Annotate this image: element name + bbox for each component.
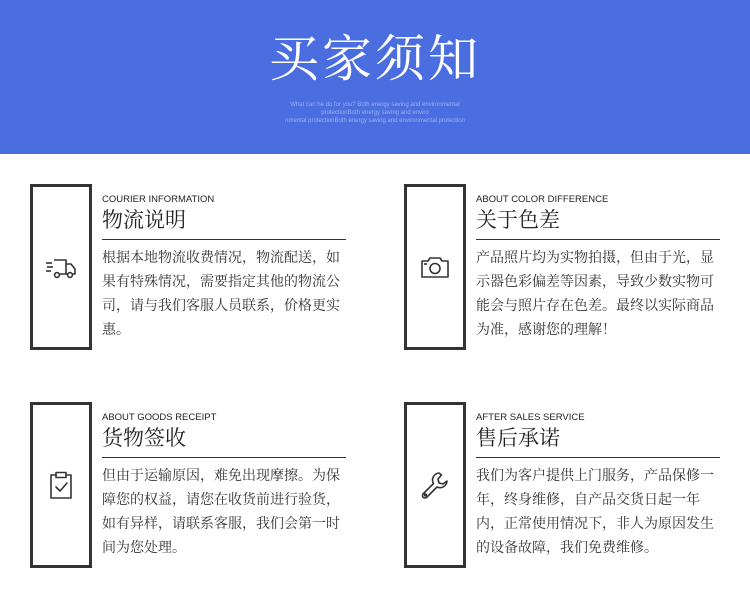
card-color-difference	[404, 184, 744, 352]
banner-subtitle-line: protectionBoth energy saving and enviro	[321, 110, 429, 116]
icon-frame	[30, 184, 92, 350]
page-title: 买家须知	[269, 30, 481, 88]
card-subtitle-en: AFTER SALES SERVICE	[476, 412, 585, 423]
divider	[476, 457, 720, 458]
icon-frame	[30, 402, 92, 568]
banner-subtitle-line: What can he do for you? Both energy saving and environmental	[290, 102, 460, 108]
icon-frame	[404, 184, 466, 350]
card-title: 关于色差	[476, 208, 560, 232]
wrench-icon	[419, 469, 451, 501]
card-subtitle-en: ABOUT COLOR DIFFERENCE	[476, 194, 609, 205]
truck-icon	[45, 251, 77, 283]
banner-subtitle-line: nmental protectionBoth energy saving and environmental protection	[285, 118, 465, 124]
card-subtitle-en: ABOUT GOODS RECEIPT	[102, 412, 217, 423]
card-body-text: 但由于运输原因，难免出现摩擦。为保障您的权益，请您在收货前进行验货，如有异样，请联系客服，我们会第一时间为您处理。	[102, 468, 340, 556]
camera-icon	[419, 251, 451, 283]
card-subtitle-en: COURIER INFORMATION	[102, 194, 215, 205]
divider	[476, 239, 720, 240]
header-banner	[0, 0, 750, 154]
card-courier-information	[30, 184, 370, 352]
icon-frame	[404, 402, 466, 568]
card-body-text: 根据本地物流收费情况，物流配送，如果有特殊情况，需要指定其他的物流公司，请与我们客服人员联系，价格更实惠。	[102, 250, 340, 338]
card-title: 物流说明	[102, 208, 186, 232]
card-body-text: 我们为客户提供上门服务，产品保修一年，终身维修，自产品交货日起一年内，正常使用情况下，非人为原因发生的设备故障，我们免费维修。	[476, 468, 714, 556]
card-title: 货物签收	[102, 426, 186, 450]
card-goods-receipt	[30, 402, 370, 570]
card-after-sales-service	[404, 402, 744, 570]
divider	[102, 457, 346, 458]
clipboard-check-icon	[45, 469, 77, 501]
card-title: 售后承诺	[476, 426, 560, 450]
card-body-text: 产品照片均为实物拍摄，但由于光，显示器色彩偏差等因素，导致少数实物可能会与照片存在色差。最终以实际商品为准，感谢您的理解！	[476, 250, 714, 338]
divider	[102, 239, 346, 240]
